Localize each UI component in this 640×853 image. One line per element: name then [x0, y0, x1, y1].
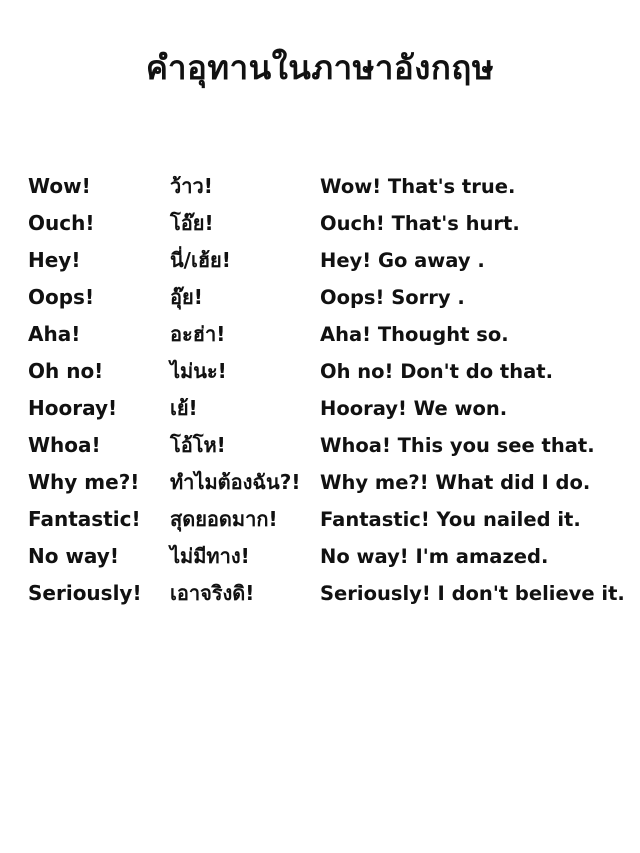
thai-meaning: ไม่นะ! [170, 359, 227, 383]
table-row [28, 279, 638, 316]
example-sentence: Wow! That's true. [320, 175, 516, 198]
example-sentence: Ouch! That's hurt. [320, 212, 520, 235]
thai-meaning: อุ๊ย! [170, 285, 203, 309]
english-word: Whoa! [28, 433, 101, 457]
english-word: Why me?! [28, 470, 140, 494]
example-sentence: Fantastic! You nailed it. [320, 508, 581, 531]
thai-meaning: อะฮ่า! [170, 322, 226, 346]
english-word: Wow! [28, 174, 91, 198]
table-row [28, 205, 638, 242]
thai-meaning: โอ้โห! [170, 433, 226, 457]
table-row [28, 353, 638, 390]
thai-meaning: ทำไมต้องฉัน?! [170, 470, 301, 494]
thai-meaning: สุดยอดมาก! [170, 507, 278, 531]
thai-meaning: นี่/เฮ้ย! [170, 248, 231, 272]
english-word: Hooray! [28, 396, 118, 420]
english-word: Oh no! [28, 359, 104, 383]
table-row [28, 390, 638, 427]
page-title: คำอุทานในภาษาอังกฤษ [145, 48, 495, 87]
thai-meaning: โอ๊ย! [170, 211, 214, 235]
english-word: Hey! [28, 248, 81, 272]
example-sentence: Oops! Sorry . [320, 286, 465, 309]
table-row [28, 168, 638, 205]
thai-meaning: เอาจริงดิ! [170, 581, 255, 605]
example-sentence: Hey! Go away . [320, 249, 485, 272]
example-sentence: Seriously! I don't believe it. [320, 582, 625, 605]
table-row [28, 501, 638, 538]
example-sentence: Why me?! What did I do. [320, 471, 591, 494]
thai-meaning: ว้าว! [170, 174, 213, 198]
table-row [28, 575, 638, 612]
example-sentence: Hooray! We won. [320, 397, 508, 420]
english-word: Seriously! [28, 581, 142, 605]
english-word: Fantastic! [28, 507, 141, 531]
example-sentence: Aha! Thought so. [320, 323, 509, 346]
interjection-table [28, 168, 638, 612]
example-sentence: Whoa! This you see that. [320, 434, 595, 457]
table-row [28, 242, 638, 279]
example-sentence: Oh no! Don't do that. [320, 360, 553, 383]
table-row [28, 464, 638, 501]
english-word: Aha! [28, 322, 81, 346]
english-word: Oops! [28, 285, 95, 309]
english-word: No way! [28, 544, 119, 568]
example-sentence: No way! I'm amazed. [320, 545, 549, 568]
english-word: Ouch! [28, 211, 95, 235]
thai-meaning: ไม่มีทาง! [170, 544, 250, 568]
table-row [28, 538, 638, 575]
table-row [28, 316, 638, 353]
table-row [28, 427, 638, 464]
thai-meaning: เย้! [170, 396, 198, 420]
